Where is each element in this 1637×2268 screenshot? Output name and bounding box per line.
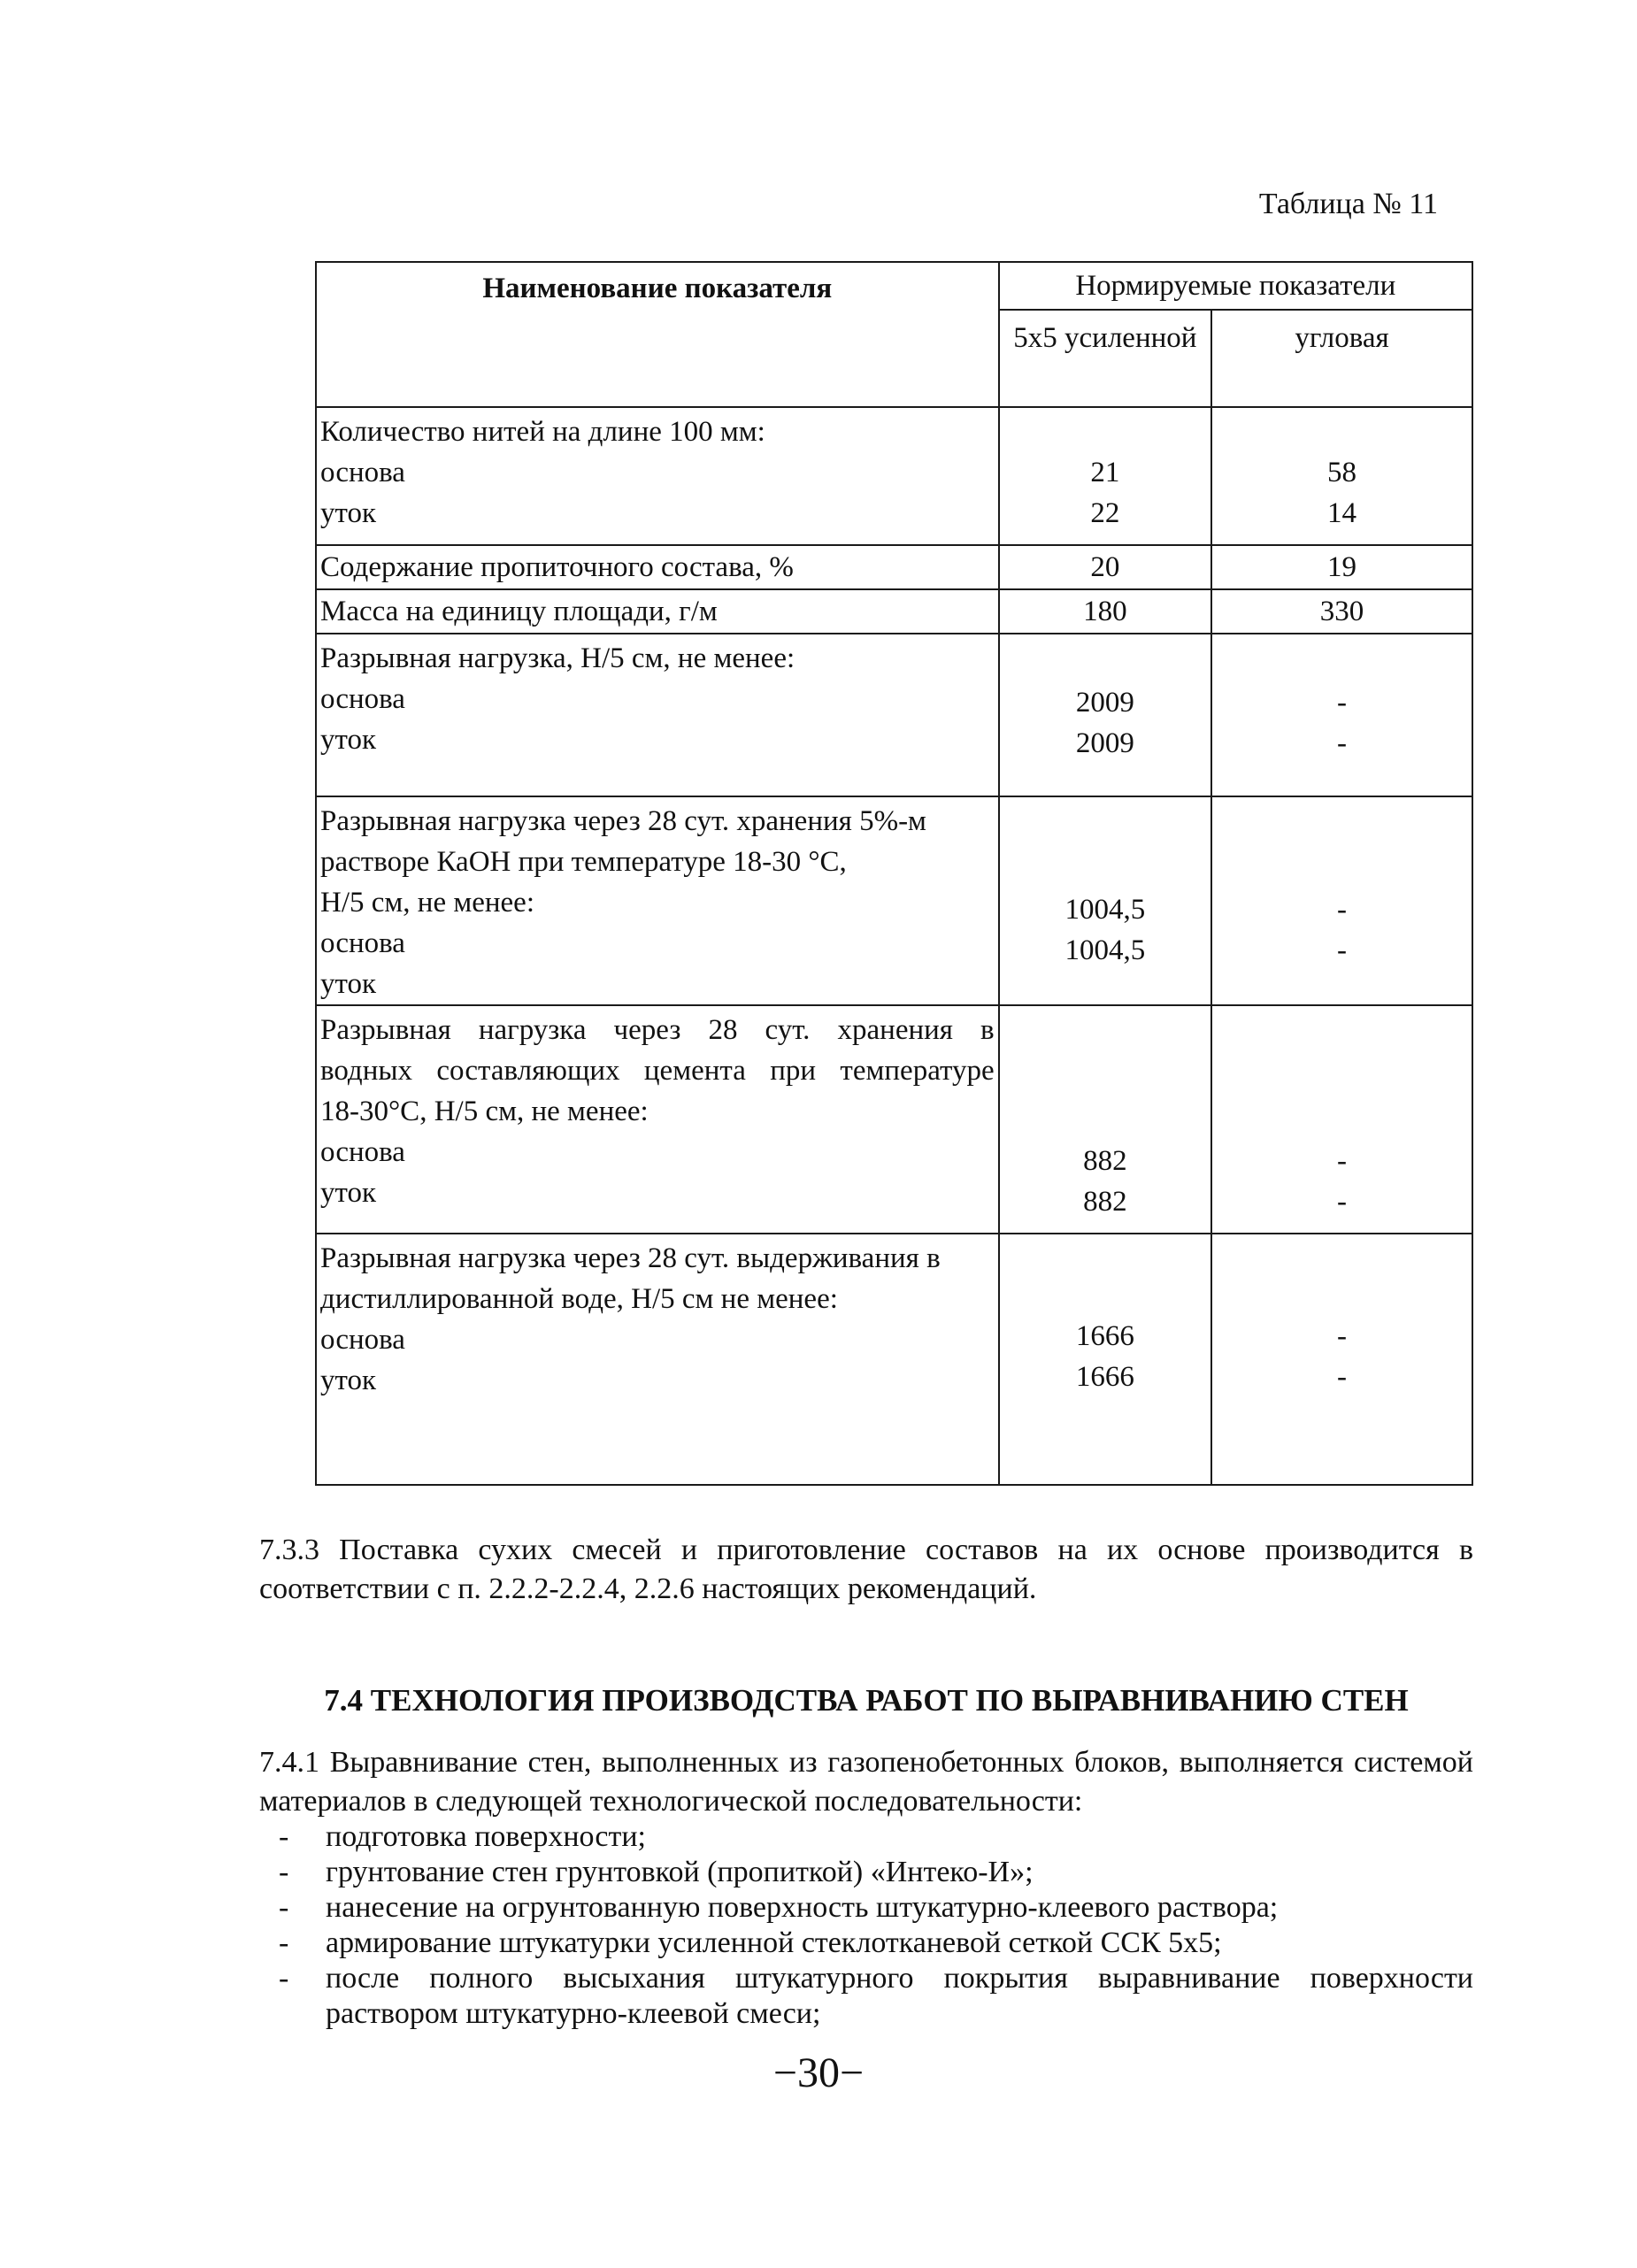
table-row (316, 634, 1472, 796)
table-row (316, 1005, 1472, 1234)
cell-value: 1666 (1075, 1320, 1134, 1352)
table-row (316, 796, 1472, 1005)
cell-value: - (1337, 894, 1348, 926)
row-title: водных составляющих цемента при температуре (320, 1055, 995, 1087)
bullet-dash: - (279, 1856, 289, 1888)
row-title: дистиллированной воде, Н/5 см не менее: (320, 1283, 838, 1315)
table-caption: Таблица № 11 (1258, 188, 1438, 220)
list-item (259, 1819, 1473, 1855)
row-title: Содержание пропиточного состава, % (316, 545, 999, 589)
table-row (316, 545, 1472, 589)
bullet-dash: - (279, 1962, 289, 1995)
cell-value: - (1337, 934, 1348, 966)
row-sublabel: основа (320, 927, 405, 959)
list-item-text: грунтование стен грунтовкой (пропиткой) «Интеко-И»; (326, 1856, 1034, 1888)
header-reinforced-5x5: 5х5 усиленной (999, 310, 1211, 407)
page-number: −30− (772, 2049, 865, 2096)
header-indicator-name: Наименование показателя (316, 262, 999, 407)
row-title: Разрывная нагрузка через 28 сут. выдерживания в (320, 1242, 941, 1274)
row-sublabel: уток (320, 968, 377, 1000)
list-item-text: армирование штукатурки усиленной стеклотканевой сеткой ССК 5х5; (326, 1926, 1222, 1959)
row-sublabel: уток (320, 1177, 377, 1209)
row-title: Разрывная нагрузка через 28 сут. хранения 5%-м (320, 805, 926, 837)
cell-value: 2009 (1075, 727, 1134, 759)
table-row (316, 1234, 1472, 1485)
cell-value: 21 (1090, 457, 1120, 488)
cell-value: 20 (999, 545, 1211, 589)
cell-value: 19 (1211, 545, 1472, 589)
cell-value: 882 (1083, 1145, 1127, 1177)
list-item (259, 1890, 1473, 1926)
cell-value: - (1337, 1186, 1348, 1218)
row-title: Количество нитей на длине 100 мм: (320, 416, 765, 448)
cell-value: 882 (1083, 1186, 1127, 1218)
bullet-dash: - (279, 1891, 289, 1924)
list-item-text: после полного высыхания штукатурного покрытия выравнивание поверхности раствором штукатурно-клеевой смеси; (326, 1962, 1473, 2030)
table-row (316, 407, 1472, 545)
header-normative: Нормируемые показатели (999, 262, 1472, 310)
cell-value: 1004,5 (1064, 934, 1146, 966)
list-item (259, 1926, 1473, 1961)
list-item (259, 1961, 1473, 2032)
row-title: Разрывная нагрузка через 28 сут. хранения в (320, 1014, 995, 1046)
cell-value: - (1337, 687, 1348, 719)
row-title: растворе КаОН при температуре 18-30 °С, (320, 846, 847, 878)
row-sublabel: основа (320, 1136, 405, 1168)
cell-value: - (1337, 1145, 1348, 1177)
cell-value: 1004,5 (1064, 894, 1146, 926)
row-sublabel: основа (320, 1324, 405, 1356)
cell-value: - (1337, 727, 1348, 759)
cell-value: 330 (1211, 589, 1472, 634)
cell-value: 180 (999, 589, 1211, 634)
bullet-dash: - (279, 1820, 289, 1853)
list-item-text: нанесение на огрунтованную поверхность штукатурно-клеевого раствора; (326, 1891, 1279, 1924)
table-row (316, 589, 1472, 634)
header-corner: угловая (1211, 310, 1472, 407)
cell-value: - (1337, 1361, 1348, 1393)
section-title-7-4: 7.4 ТЕХНОЛОГИЯ ПРОИЗВОДСТВА РАБОТ ПО ВЫРАВНИВАНИЮ СТЕН (324, 1683, 1409, 1718)
row-sublabel: уток (320, 1365, 377, 1396)
list-item-text: подготовка поверхности; (326, 1820, 646, 1853)
row-sublabel: основа (320, 457, 405, 488)
row-sublabel: уток (320, 724, 377, 756)
row-sublabel: уток (320, 497, 377, 529)
row-title: Масса на единицу площади, г/м (316, 589, 999, 634)
bullet-dash: - (279, 1926, 289, 1959)
process-steps-list (259, 1819, 1473, 2032)
paragraph-7-3-3: 7.3.3 Поставка сухих смесей и приготовление составов на их основе производится в соответствии с п. 2.2.2-2.2.4, 2.2.6 настоящих рекомендаций. (259, 1534, 1473, 1605)
cell-value: 14 (1327, 497, 1357, 529)
cell-value: 1666 (1075, 1361, 1134, 1393)
row-title: 18-30°С, Н/5 см, не менее: (320, 1096, 649, 1127)
cell-value: - (1337, 1320, 1348, 1352)
cell-value: 22 (1090, 497, 1120, 529)
list-item (259, 1855, 1473, 1890)
spec-table (315, 261, 1473, 1486)
row-title: Н/5 см, не менее: (320, 887, 534, 919)
cell-value: 2009 (1075, 687, 1134, 719)
row-sublabel: основа (320, 683, 405, 715)
cell-value: 58 (1327, 457, 1357, 488)
row-title: Разрывная нагрузка, Н/5 см, не менее: (320, 642, 795, 674)
paragraph-7-4-1: 7.4.1 Выравнивание стен, выполненных из газопенобетонных блоков, выполняется системой материалов в следующей технологической последовательности: (259, 1746, 1473, 1818)
